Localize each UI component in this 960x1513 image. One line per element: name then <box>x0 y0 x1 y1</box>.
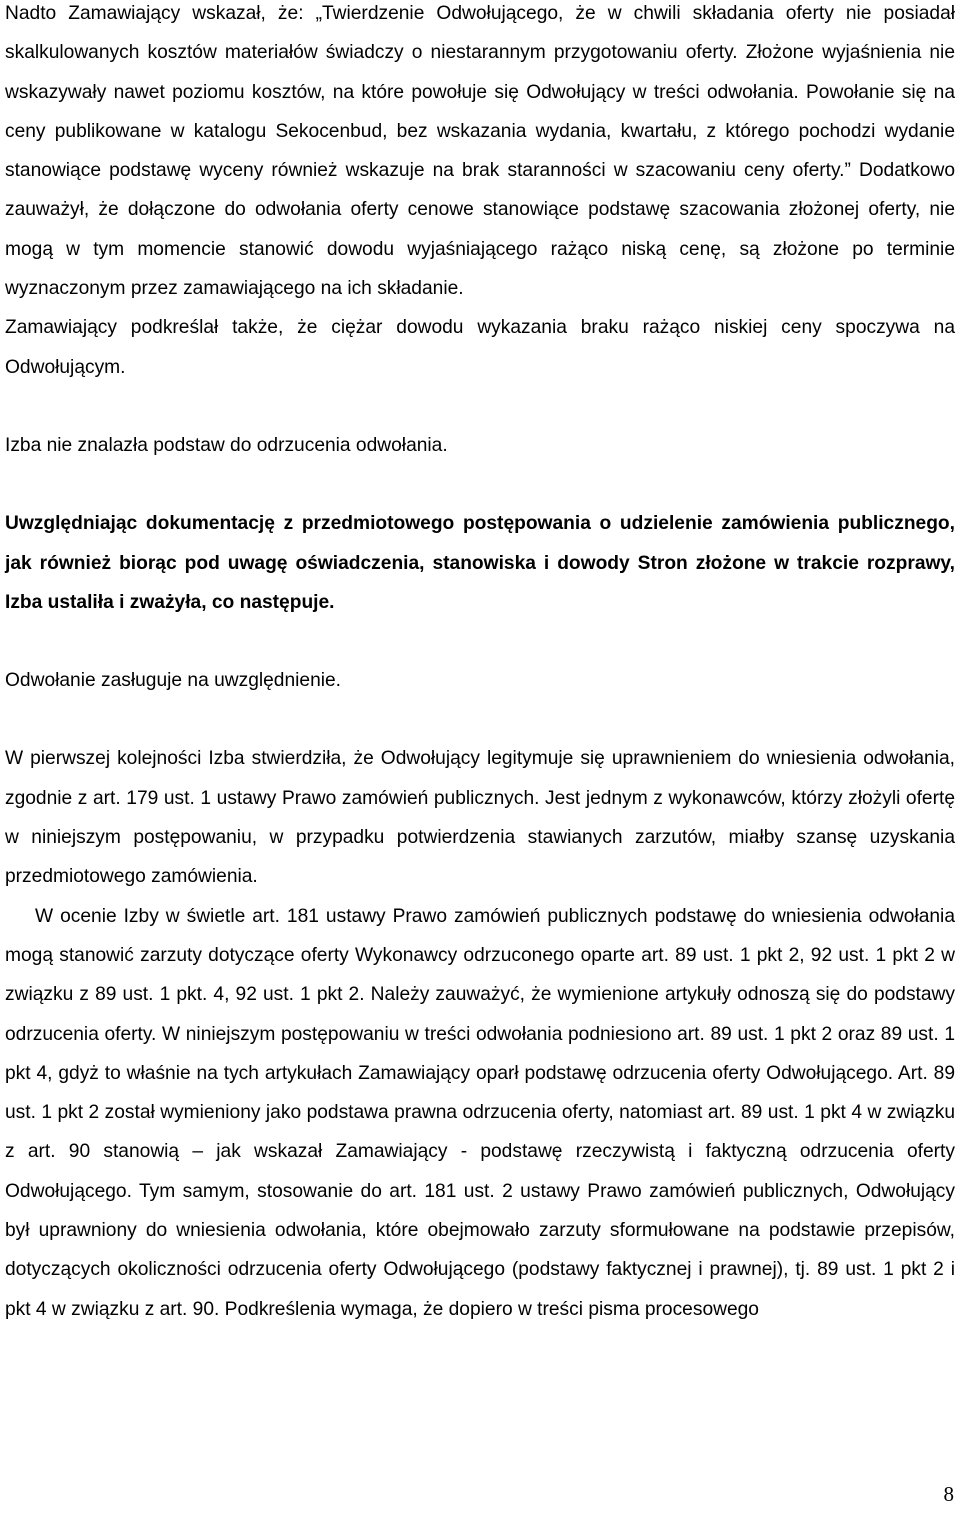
page-number: 8 <box>943 1482 954 1506</box>
paragraph-odwolanie-zasluguje: Odwołanie zasługuje na uwzględnienie. <box>5 670 342 692</box>
document-page <box>5 0 955 1329</box>
paragraph-izba-nie-znalazla: Izba nie znalazła podstaw do odrzucenia odwołania. <box>5 434 448 456</box>
paragraph-uwzgledniajac-heading: Uwzględniając dokumentację z przedmiotowego postępowania o udzielenie zamówienia publicznego, jak również biorąc pod uwagę oświadczenia, stanowiska i dowody Stron złożone w trakcie rozprawy, Izba ustaliła i zważyła, co następuje. <box>5 513 955 613</box>
paragraph-legitymacja: W pierwszej kolejności Izba stwierdziła, że Odwołujący legitymuje się uprawnieniem do wniesienia odwołania, zgodnie z art. 179 ust. 1 ustawy Prawo zamówień publicznych. Jest jednym z wykonawców, którzy złożyli ofertę w niniejszym postępowaniu, w przypadku potwierdzenia stawianych zarzutów, miałby szansę uzyskania przedmiotowego zamówienia. <box>5 748 955 888</box>
paragraph-ciezar-dowodu: Zamawiający podkreślał także, że ciężar dowodu wykazania braku rażąco niskiej ceny spoczywa na Odwołującym. <box>5 317 955 378</box>
paragraph-zamawiajacy-wskazal: Nadto Zamawiający wskazał, że: „Twierdzenie Odwołującego, że w chwili składania oferty nie posiadał skalkulowanych kosztów materiałów świadczy o niestarannym przygotowaniu oferty. Złożone wyjaśnienia nie wskazywały nawet poziomu kosztów, na które powołuje się Odwołujący w treści odwołania. Powołanie się na ceny publikowane w katalogu Sekocenbud, bez wskazania wydania, kwartału, z którego pochodzi wydanie stanowiące podstawę wyceny również wskazuje na brak staranności w szacowaniu ceny oferty.” Dodatkowo zauważył, że dołączone do odwołania oferty cenowe stanowiące podstawę szacowania złożonej oferty, nie mogą w tym momencie stanowić dowodu wyjaśniającego rażąco niską cenę, są złożone po terminie wyznaczonym przez zamawiającego na ich składanie. <box>5 3 955 300</box>
paragraph-ocena-izby: W ocenie Izby w świetle art. 181 ustawy Prawo zamówień publicznych podstawę do wniesienia odwołania mogą stanowić zarzuty dotyczące oferty Wykonawcy odrzuconego oparte art. 89 ust. 1 pkt 2, 92 ust. 1 pkt 2 w związku z 89 ust. 1 pkt. 4, 92 ust. 1 pkt 2. Należy zauważyć, że wymienione artykuły odnoszą się do podstawy odrzucenia oferty. W niniejszym postępowaniu w treści odwołania podniesiono art. 89 ust. 1 pkt 2 oraz 89 ust. 1 pkt 4, gdyż to właśnie na tych artykułach Zamawiający oparł podstawę odrzucenia oferty Odwołującego. Art. 89 ust. 1 pkt 2 został wymieniony jako podstawa prawna odrzucenia oferty, natomiast art. 89 ust. 1 pkt 4 w związku z art. 90 stanowią – jak wskazał Zamawiający - podstawę rzeczywistą i faktyczną odrzucenia oferty Odwołującego. Tym samym, stosowanie do art. 181 ust. 2 ustawy Prawo zamówień publicznych, Odwołujący był uprawniony do wniesienia odwołania, które obejmowało zarzuty sformułowane na podstawie przepisów, dotyczących okoliczności odrzucenia oferty Odwołującego (podstawy faktycznej i prawnej), tj. 89 ust. 1 pkt 2 i pkt 4 w związku z art. 90. Podkreślenia wymaga, że dopiero w treści pisma procesowego <box>5 905 955 1320</box>
